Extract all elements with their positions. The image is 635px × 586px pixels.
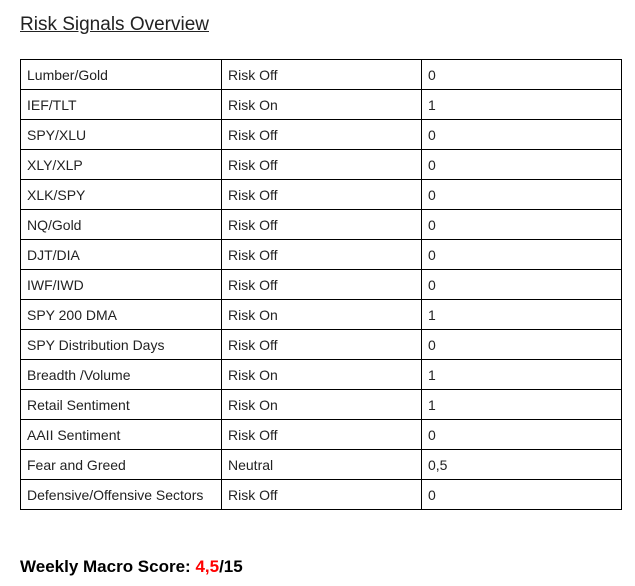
- signal-name-cell: Fear and Greed: [21, 450, 222, 480]
- signal-value-cell: 0: [422, 120, 622, 150]
- page-title: Risk Signals Overview: [20, 14, 209, 35]
- signal-value-cell: 0: [422, 60, 622, 90]
- signal-value-cell: 0: [422, 240, 622, 270]
- signal-name-cell: NQ/Gold: [21, 210, 222, 240]
- signal-status-cell: Risk Off: [222, 330, 422, 360]
- score-label: Weekly Macro Score:: [20, 557, 196, 576]
- signal-status-cell: Risk On: [222, 90, 422, 120]
- table-row: [21, 360, 622, 390]
- signal-status-cell: Risk Off: [222, 480, 422, 510]
- table-row: [21, 210, 622, 240]
- signal-name-cell: Defensive/Offensive Sectors: [21, 480, 222, 510]
- signal-value-cell: 1: [422, 90, 622, 120]
- signal-status-cell: Risk Off: [222, 180, 422, 210]
- signal-name-cell: SPY 200 DMA: [21, 300, 222, 330]
- signal-name-cell: Lumber/Gold: [21, 60, 222, 90]
- table-row: [21, 120, 622, 150]
- signal-status-cell: Risk Off: [222, 210, 422, 240]
- signal-value-cell: 1: [422, 360, 622, 390]
- signal-status-cell: Risk On: [222, 360, 422, 390]
- signal-name-cell: XLK/SPY: [21, 180, 222, 210]
- table-row: [21, 390, 622, 420]
- signal-status-cell: Risk Off: [222, 270, 422, 300]
- signal-value-cell: 0: [422, 420, 622, 450]
- table-row: [21, 240, 622, 270]
- signal-status-cell: Risk Off: [222, 420, 422, 450]
- signal-status-cell: Risk Off: [222, 240, 422, 270]
- table-row: [21, 150, 622, 180]
- weekly-macro-score: [20, 557, 243, 577]
- signal-name-cell: AAII Sentiment: [21, 420, 222, 450]
- signal-name-cell: IWF/IWD: [21, 270, 222, 300]
- signal-name-cell: Breadth /Volume: [21, 360, 222, 390]
- signal-value-cell: 0: [422, 330, 622, 360]
- signal-value-cell: 0: [422, 210, 622, 240]
- signal-name-cell: IEF/TLT: [21, 90, 222, 120]
- signal-value-cell: 1: [422, 300, 622, 330]
- signal-name-cell: SPY Distribution Days: [21, 330, 222, 360]
- table-row: [21, 180, 622, 210]
- table-row: [21, 330, 622, 360]
- table-row: [21, 450, 622, 480]
- signal-name-cell: Retail Sentiment: [21, 390, 222, 420]
- signal-value-cell: 0: [422, 180, 622, 210]
- signal-value-cell: 1: [422, 390, 622, 420]
- table-row: [21, 90, 622, 120]
- table-row: [21, 480, 622, 510]
- signal-value-cell: 0: [422, 480, 622, 510]
- table-row: [21, 420, 622, 450]
- risk-signals-table: [20, 59, 622, 510]
- signal-value-cell: 0: [422, 150, 622, 180]
- signal-name-cell: SPY/XLU: [21, 120, 222, 150]
- table-row: [21, 300, 622, 330]
- signal-status-cell: Risk On: [222, 390, 422, 420]
- risk-signals-table-body: [21, 60, 622, 510]
- table-row: [21, 270, 622, 300]
- score-value: 4,5: [195, 557, 220, 576]
- signal-value-cell: 0,5: [422, 450, 622, 480]
- score-suffix: /15: [219, 557, 243, 576]
- signal-status-cell: Risk Off: [222, 120, 422, 150]
- signal-name-cell: XLY/XLP: [21, 150, 222, 180]
- signal-status-cell: Risk Off: [222, 60, 422, 90]
- signal-name-cell: DJT/DIA: [21, 240, 222, 270]
- signal-value-cell: 0: [422, 270, 622, 300]
- table-row: [21, 60, 622, 90]
- signal-status-cell: Risk Off: [222, 150, 422, 180]
- signal-status-cell: Neutral: [222, 450, 422, 480]
- signal-status-cell: Risk On: [222, 300, 422, 330]
